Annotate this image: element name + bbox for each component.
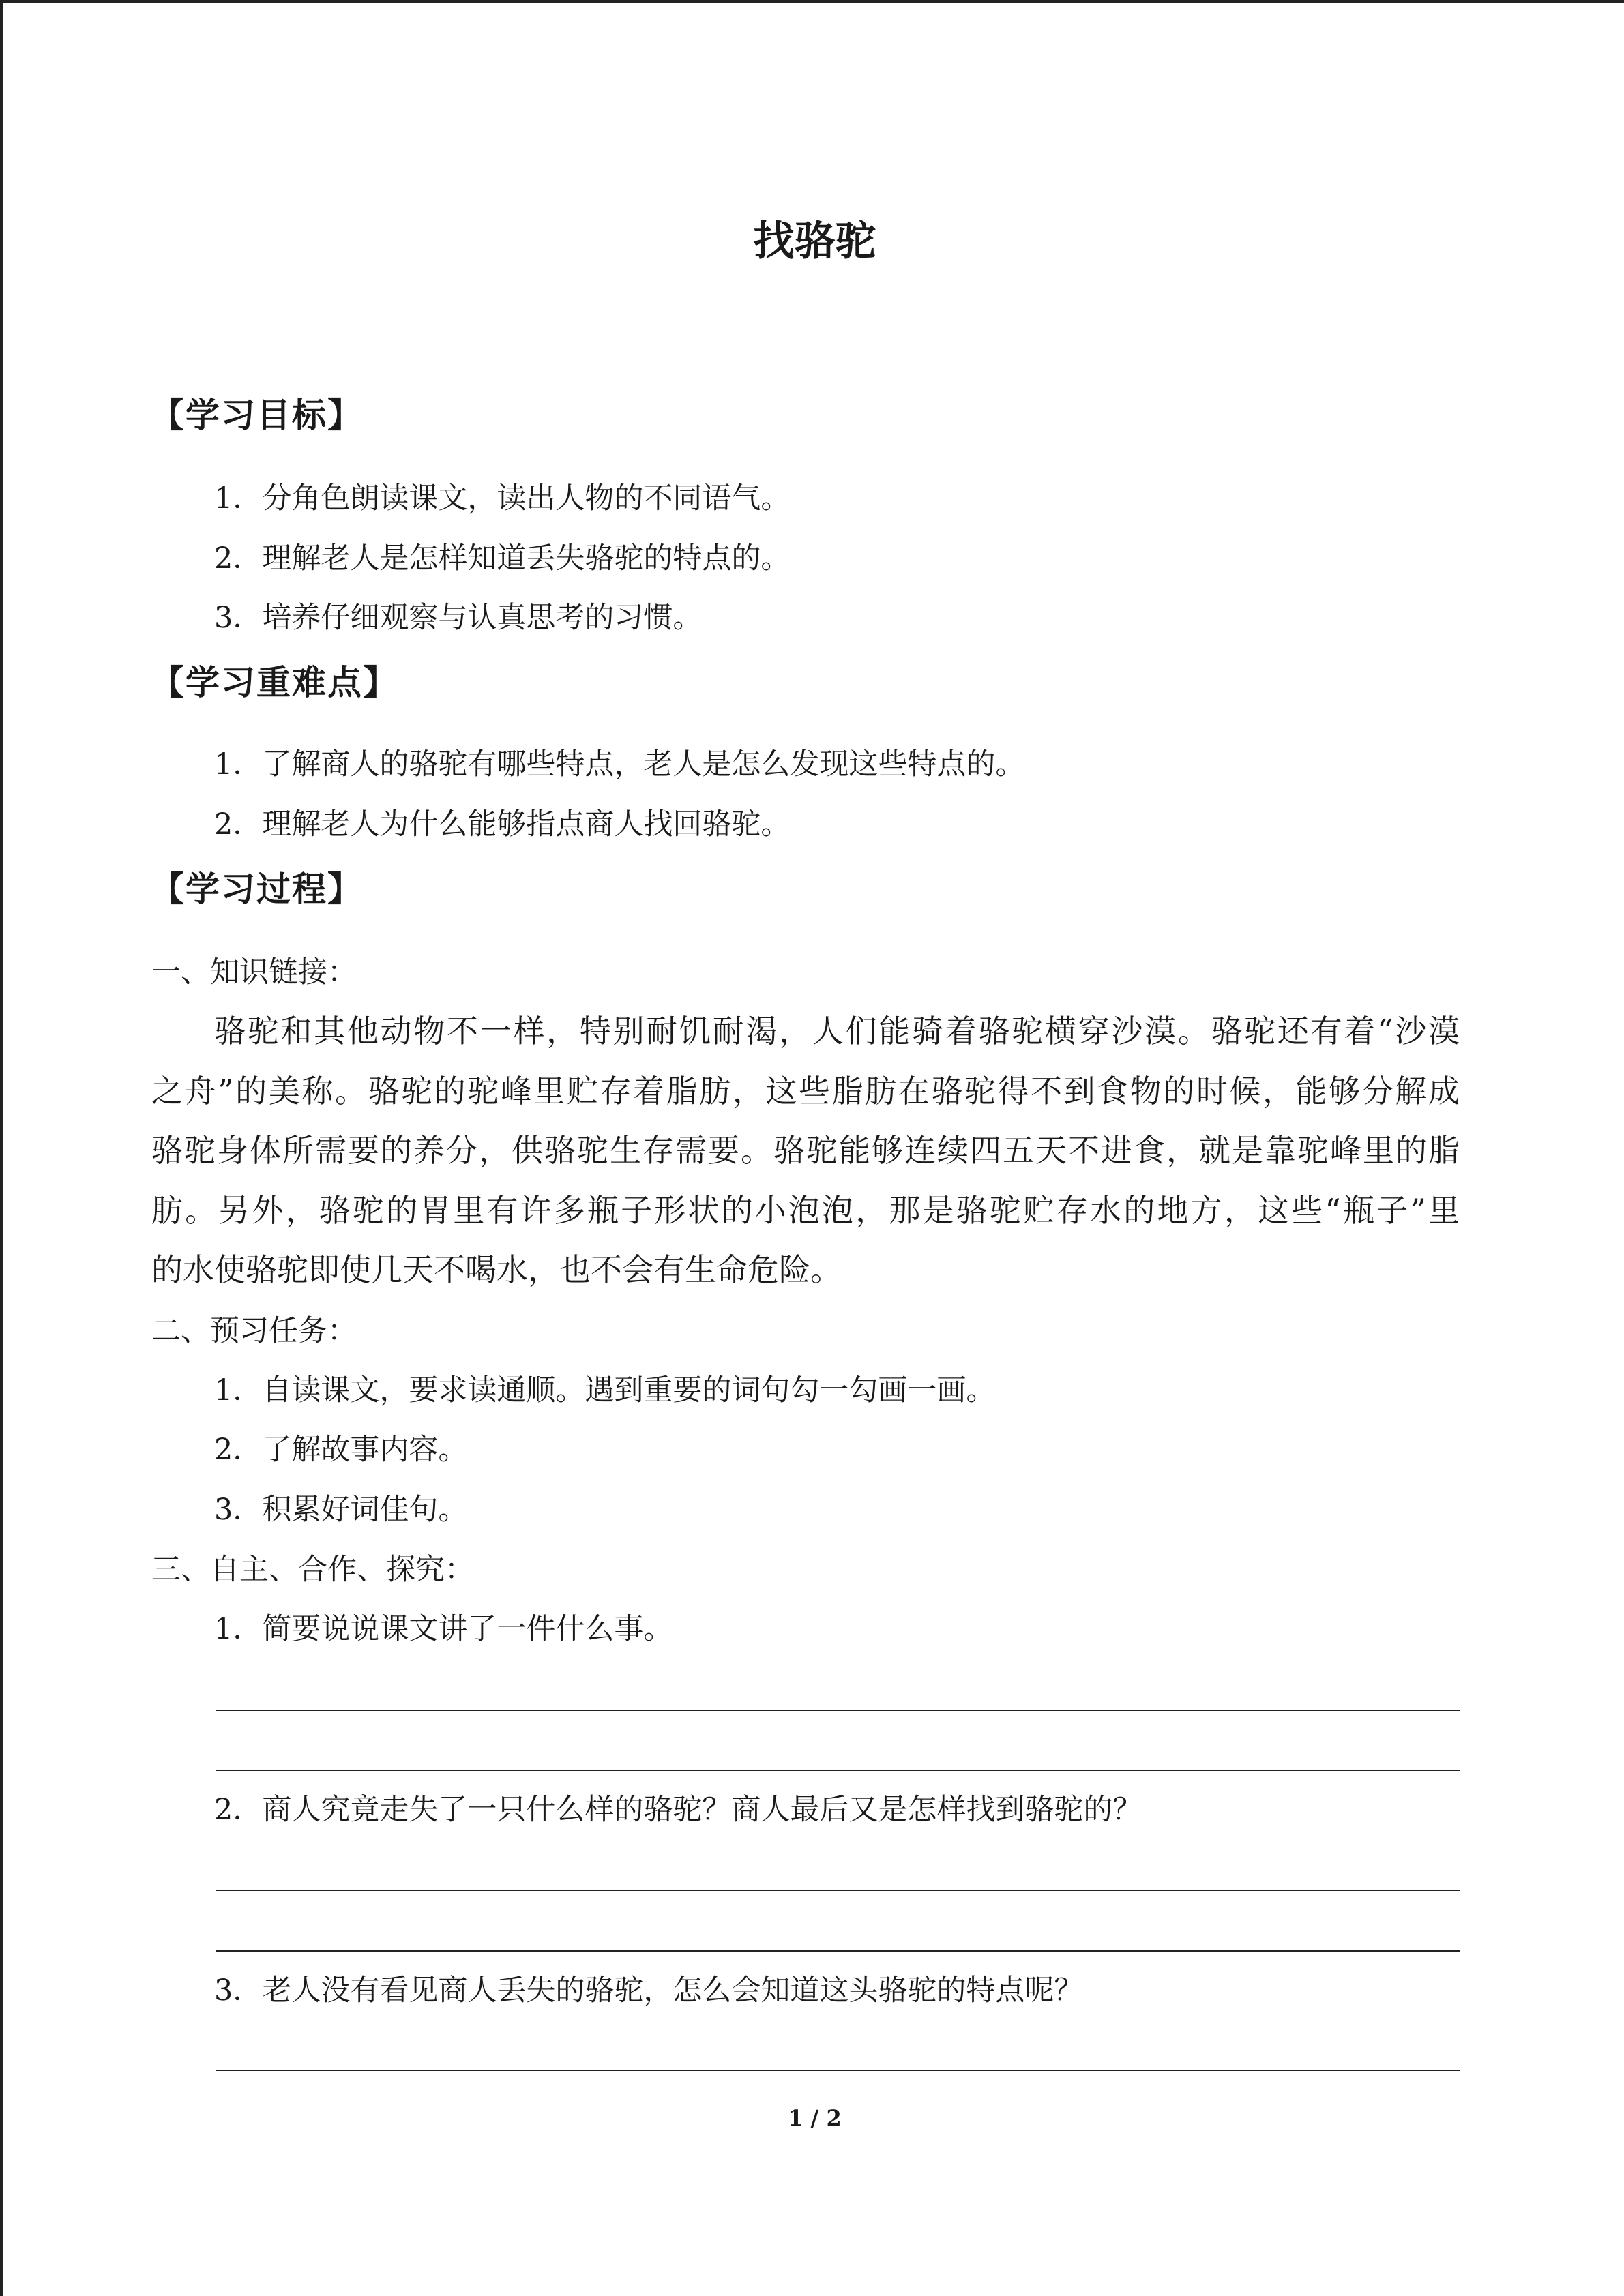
answer-line[interactable] [216,1770,1460,1771]
page-title: 找骆驼 [753,218,876,265]
part2-label: 二、预习任务： [151,1314,357,1348]
paragraph-line: 之舟”的美称。骆驼的驼峰里贮存着脂肪，这些脂肪在骆驼得不到食物的时候，能够分解成 [151,1072,1460,1109]
part1-label: 一、知识链接： [151,955,357,989]
knowledge-paragraph [151,1002,1460,1300]
question-3: 3．老人没有看见商人丢失的骆驼，怎么会知道这头骆驼的特点呢？ [214,1973,1084,2008]
keypoint-item-2: 2．理解老人为什么能够指点商人找回骆驼。 [214,807,791,841]
task-item-1: 1．自读课文，要求读通顺。遇到重要的词句勾一勾画一画。 [214,1373,996,1407]
answer-line[interactable] [216,1950,1460,1952]
heading-learning-process: 【学习过程】 [150,869,363,909]
task-item-3: 3．积累好词佳句。 [214,1493,468,1527]
heading-learning-goals: 【学习目标】 [150,395,363,435]
heading-key-points: 【学习重难点】 [150,662,398,702]
answer-line[interactable] [216,1710,1460,1711]
question-1: 1．简要说说课文讲了一件什么事。 [214,1612,673,1646]
paragraph-line: 肪。另外，骆驼的胃里有许多瓶子形状的小泡泡，那是骆驼贮存水的地方，这些“瓶子”里 [151,1191,1460,1229]
paragraph-line: 的水使骆驼即使几天不喝水，也不会有生命危险。 [151,1251,842,1288]
task-item-2: 2．了解故事内容。 [214,1433,468,1467]
goal-item-1: 1．分角色朗读课文，读出人物的不同语气。 [214,481,791,516]
answer-line[interactable] [216,2070,1460,2071]
keypoint-item-1: 1．了解商人的骆驼有哪些特点，老人是怎么发现这些特点的。 [214,747,1025,781]
goal-item-2: 2．理解老人是怎样知道丢失骆驼的特点的。 [214,541,791,576]
question-2: 2．商人究竟走失了一只什么样的骆驼？商人最后又是怎样找到骆驼的？ [214,1793,1142,1827]
answer-line[interactable] [216,1890,1460,1891]
paragraph-line: 骆驼身体所需要的养分，供骆驼生存需要。骆驼能够连续四五天不进食，就是靠驼峰里的脂 [151,1132,1460,1169]
part3-label: 三、自主、合作、探究： [151,1553,474,1587]
goal-item-3: 3．培养仔细观察与认真思考的习惯。 [214,601,703,635]
paragraph-line: 骆驼和其他动物不一样，特别耐饥耐渴，人们能骑着骆驼横穿沙漠。骆驼还有着“沙漠 [214,1013,1460,1049]
page-number: 1 / 2 [788,2105,842,2131]
